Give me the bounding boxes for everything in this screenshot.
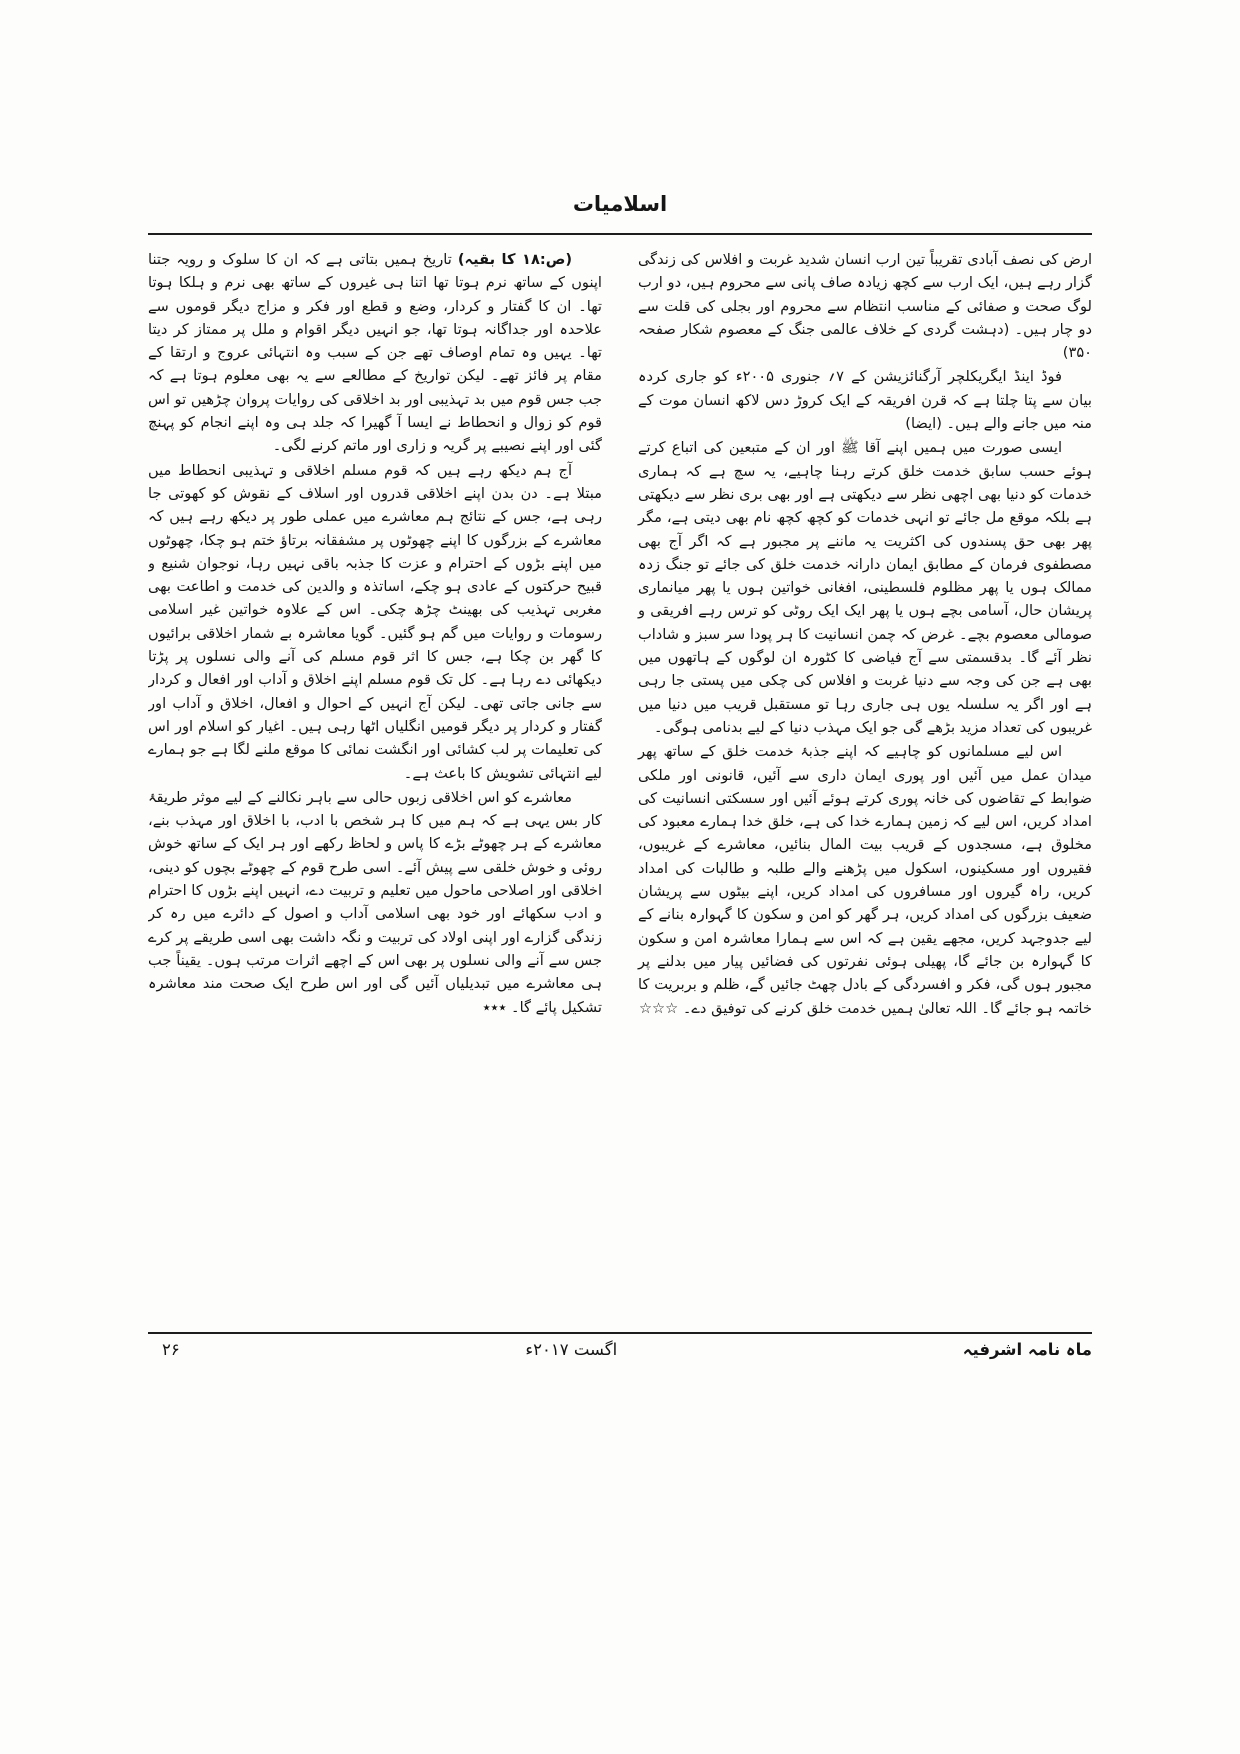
column-right: [638, 248, 1092, 1324]
issue-date: اگست ۲۰۱۷ء: [525, 1340, 618, 1359]
page-footer: [148, 1340, 1092, 1359]
footer-divider: [148, 1332, 1092, 1334]
column-left: [148, 248, 602, 1324]
paragraph: ارض کی نصف آبادی تقریباً تین ارب انسان شدید غربت و افلاس کی زندگی گزار رہے ہیں، ایک ارب سے کچھ زیادہ صاف پانی سے محروم ہیں، دو ارب لوگ صحت و صفائی کے مناسب انتظام سے محروم اور بجلی کی قلت سے دو چار ہیں۔ (دہشت گردی کے خلاف عالمی جنگ کے معصوم شکار صفحہ ۳۵۰): [638, 251, 1092, 362]
header-divider: [148, 233, 1092, 235]
paragraph-continuation: [148, 248, 602, 458]
magazine-name: ماہ نامہ اشرفیہ: [962, 1340, 1092, 1359]
paragraph: فوڈ اینڈ ایگریکلچر آرگنائزیشن کے ۷؍ جنوری ۲۰۰۵ء کو جاری کردہ بیان سے پتا چلتا ہے کہ قرن افریقہ کے ایک کروڑ دس لاکھ انسان موت کے منہ میں جانے والے ہیں۔ (ایضا): [638, 368, 1092, 433]
section-title: اسلامیات: [572, 192, 668, 216]
page-number: ۲۶: [162, 1340, 180, 1359]
paragraph: معاشرے کو اس اخلاقی زبوں حالی سے باہر نکالنے کے لیے موثر طریقۂ کار بس یہی ہے کہ ہم میں کا ہر شخص با ادب، با اخلاق اور مہذب بنے، معاشرے کے ہر چھوٹے بڑے کا پاس و لحاظ رکھے اور ہر ایک کے ساتھ خوش روئی و خوش خلقی سے پیش آئے۔ اسی طرح قوم کے چھوٹے بچوں کو دینی، اخلاقی اور اصلاحی ماحول میں تعلیم و تربیت دے، انہیں اپنے بڑوں کا احترام و ادب سکھائے اور خود بھی اسلامی آداب و اصول کے دائرے میں رہ کر زندگی گزارے اور اپنی اولاد کی تربیت و نگہ داشت بھی اسی طریقے پر کرے جس سے آنے والی نسلوں پر بھی اس کے اچھے اثرات مرتب ہوں۔ یقیناً جب ہی معاشرے میں تبدیلیاں آئیں گی اور اس طرح ایک صحت مند معاشرہ تشکیل پائے گا۔ ٭٭٭: [148, 788, 602, 1016]
article-body: [148, 248, 1092, 1324]
continuation-note: (ص:۱۸ کا بقیہ): [457, 251, 573, 268]
paragraph: اس لیے مسلمانوں کو چاہیے کہ اپنے جذبۂ خدمت خلق کے ساتھ پھر میدان عمل میں آئیں اور پوری ایمان داری سے آئیں، قانونی اور ملکی ضوابط کے تقاضوں کی خانہ پوری کرتے ہوئے آئیں اور سسکتی انسانیت کی امداد کریں، اس لیے کہ زمین ہمارے خدا کی ہے، خلق خدا ہمارے معبود کی مخلوق ہے، مسجدوں کے قریب بیت المال بنائیں، معاشرے کے غریبوں، فقیروں اور مسکینوں، اسکول میں پڑھنے والے طلبہ و طالبات کی امداد کریں، راہ گیروں اور مسافروں کی امداد کریں، اپنے بیٹوں سے پریشان ضعیف بزرگوں کی امداد کریں، ہر گھر کو امن و سکون کا گہوارہ بنانے کے لیے جدوجہد کریں، مجھے یقین ہے کہ اس سے ہمارا معاشرہ امن و سکون کا گہوارہ بن جائے گا، پھیلی ہوئی نفرتوں کی فضائیں پیار میں بدلنے پر مجبور ہوں گی، فکر و افسردگی کے بادل چھٹ جائیں گے، ظلم و بربریت کا خاتمہ ہو جائے گا۔ اللہ تعالیٰ ہمیں خدمت خلق کرنے کی توفیق دے۔ ☆☆☆: [638, 743, 1092, 1017]
paragraph-text: تاریخ ہمیں بتاتی ہے کہ ان کا سلوک و رویہ جتنا اپنوں کے ساتھ نرم ہوتا تھا اتنا ہی غیروں کے ساتھ بھی نرم و ہلکا ہوتا تھا۔ ان کا گفتار و کردار، وضع و قطع اور فکر و مزاج دیگر قوموں سے علاحدہ اور جداگانہ ہوتا تھا، جو انہیں دیگر اقوام و ملل پر ممتاز کر دیتا تھا۔ یہیں وہ تمام اوصاف تھے جن کے سبب وہ انتہائی عروج و ارتقا کے مقام پر فائز تھے۔ لیکن تواریخ کے مطالعے سے یہ بھی معلوم ہوتا ہے کہ جب جس قوم میں بد تہذیبی اور بد اخلاقی کی روایات پروان چڑھیں تو اس قوم کو زوال و انحطاط نے ایسا آ گھیرا کہ جلد ہی وہ اپنے انجام کو پہنچ گئی اور اپنے نصیبے پر گریہ و زاری اور ماتم کرنے لگی۔: [148, 251, 602, 455]
paragraph: آج ہم دیکھ رہے ہیں کہ قوم مسلم اخلاقی و تہذیبی انحطاط میں مبتلا ہے۔ دن بدن اپنے اخلاقی قدروں اور اسلاف کے نقوش کو کھوتی جا رہی ہے، جس کے نتائج ہم معاشرے میں عملی طور پر دیکھ رہے ہیں کہ معاشرے کے بزرگوں کا اپنے چھوٹوں پر مشفقانہ برتاؤ ختم ہو چکا، چھوٹوں میں اپنے بڑوں کے احترام و عزت کا جذبہ باقی نہیں رہا، نوجوان شنیع و قبیح حرکتوں کے عادی ہو چکے، اساتذہ و والدین کی خدمت و اطاعت بھی مغربی تہذیب کی بھینٹ چڑھ چکی۔ اس کے علاوہ خواتین غیر اسلامی رسومات و روایات میں گم ہو گئیں۔ گویا معاشرہ بے شمار اخلاقی برائیوں کا گھر بن چکا ہے، جس کا اثر قوم مسلم کی آنے والی نسلوں پر پڑتا دیکھائی دے رہا ہے۔ کل تک قوم مسلم اپنے اخلاق و آداب اور افعال و کردار سے جانی جاتی تھی۔ لیکن آج انہیں کے احوال و افعال، اخلاق و آداب اور گفتار و کردار پر دیگر قومیں انگلیاں اٹھا رہی ہیں۔ اغیار کو اسلام اور اس کی تعلیمات پر لب کشائی اور انگشت نمائی کا موقع ملنے لگا ہے جو ہمارے لیے انتہائی تشویش کا باعث ہے۔: [148, 461, 602, 782]
paragraph: ایسی صورت میں ہمیں اپنے آقا ﷺ اور ان کے متبعین کی اتباع کرتے ہوئے حسب سابق خدمت خلق کرتے رہنا چاہیے، یہ سچ ہے کہ ہماری خدمات کو دنیا بھی اچھی نظر سے دیکھتی ہے اور بھی بری نظر سے دیکھتی ہے بلکہ موقع مل جائے تو انہی خدمات کو کچھ کچھ نام بھی دیتی ہے، مگر پھر بھی حق پسندوں کی اکثریت یہ ماننے پر مجبور ہے کہ اگر آج بھی مصطفوی فرمان کے مطابق ایمان دارانہ خدمت خلق کی جائے تو جنگ زدہ ممالک ہوں یا پھر مظلوم فلسطینی، افغانی خواتین ہوں یا پھر میانماری پریشان حال، آسامی بچے ہوں یا پھر ایک ایک روٹی کو ترس رہے افریقی و صومالی معصوم بچے۔ غرض کہ چمن انسانیت کا ہر پودا سر سبز و شاداب نظر آئے گا۔ بدقسمتی سے آج فیاضی کا کٹورہ ان لوگوں کے ہاتھوں میں بھی ہے جن کی وجہ سے دنیا غربت و افلاس کی چکی میں پستی جا رہی ہے اور اگر یہ سلسلہ یوں ہی جاری رہا تو مستقبل قریب میں دنیا میں غریبوں کی تعداد مزید بڑھے گی جو ایک مہذب دنیا کے لیے بدنامی ہوگی۔: [638, 439, 1092, 736]
